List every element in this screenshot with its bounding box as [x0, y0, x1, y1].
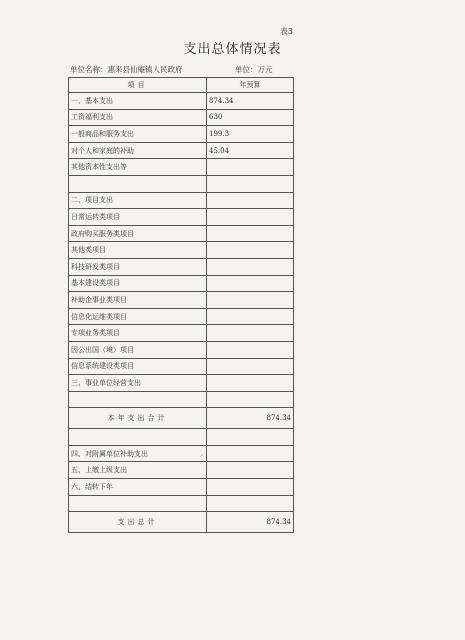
table-row: [69, 242, 294, 259]
row-value: [207, 258, 294, 275]
table-row: [69, 479, 294, 496]
table-row: [69, 341, 294, 358]
table-row: [69, 375, 294, 392]
row-item: 其他资本性支出等: [69, 159, 207, 176]
table-body: [69, 93, 294, 533]
row-value: [207, 225, 294, 242]
row-item: 对个人和家庭的补助: [69, 142, 207, 159]
column-header-budget: 年预算: [207, 78, 294, 93]
table-row: [69, 209, 294, 226]
row-item: 专项业务类项目: [69, 325, 207, 342]
table-row: [69, 445, 294, 462]
row-item: 其他类项目: [69, 242, 207, 259]
row-value: [207, 275, 294, 292]
row-value: [207, 375, 294, 392]
row-item: 补助企事业类项目: [69, 292, 207, 309]
table-row: [69, 292, 294, 309]
row-value: [207, 159, 294, 176]
row-item: 一、基本支出: [69, 93, 207, 110]
pen-mark: ⸝: [200, 450, 204, 458]
row-value: [207, 192, 294, 209]
table-row: [69, 192, 294, 209]
row-item: 四、对附属单位补助支出: [69, 445, 207, 462]
row-item: 政府购买服务类项目: [69, 225, 207, 242]
table-row: [69, 159, 294, 176]
organization-name: 单位名称：惠来县仙庵镇人民政府: [70, 65, 183, 74]
table-row: [69, 358, 294, 375]
table-row: [69, 275, 294, 292]
row-value: [207, 325, 294, 342]
table-row: [69, 308, 294, 325]
row-value: [207, 495, 294, 512]
row-item: 二、项目支出: [69, 192, 207, 209]
row-value: [207, 209, 294, 226]
row-value: [207, 429, 294, 446]
row-value: 45.04: [207, 142, 294, 159]
subtotal-label: 本年支出合计: [69, 408, 207, 429]
subtotal-value: 874.34: [207, 408, 294, 429]
row-item: 三、事业单位经营支出: [69, 375, 207, 392]
row-value: 630: [207, 109, 294, 126]
row-item: 一般商品和服务支出: [69, 126, 207, 143]
row-value: [207, 358, 294, 375]
table-row: [69, 258, 294, 275]
row-item: 基本建设类项目: [69, 275, 207, 292]
total-row: [69, 512, 294, 533]
row-item: [69, 429, 207, 446]
row-value: [207, 445, 294, 462]
total-value: 874.34: [207, 512, 294, 533]
table-number: 表3: [279, 27, 293, 36]
row-value: [207, 308, 294, 325]
table-row: [69, 225, 294, 242]
row-item: [69, 175, 207, 192]
row-value: 199.3: [207, 126, 294, 143]
row-item: 工资福利支出: [69, 109, 207, 126]
table-row: [69, 391, 294, 408]
table-row: [69, 93, 294, 110]
row-item: 日常运转类项目: [69, 209, 207, 226]
page-title: 支出总体情况表: [183, 42, 282, 57]
table-row: [69, 325, 294, 342]
row-value: [207, 175, 294, 192]
row-value: [207, 242, 294, 259]
expenditure-table: [68, 77, 294, 533]
table-row: [69, 462, 294, 479]
table-row: [69, 175, 294, 192]
row-item: [69, 495, 207, 512]
row-value: [207, 462, 294, 479]
column-header-item: 项目: [69, 78, 207, 93]
table-row: [69, 495, 294, 512]
subtotal-row: [69, 408, 294, 429]
table-row: [69, 142, 294, 159]
row-item: 六、结转下年: [69, 479, 207, 496]
row-item: 信息化运维类项目: [69, 308, 207, 325]
row-value: [207, 479, 294, 496]
row-value: 874.34: [207, 93, 294, 110]
row-item: [69, 391, 207, 408]
table-row: [69, 109, 294, 126]
row-item: 五、上缴上级支出: [69, 462, 207, 479]
row-value: [207, 341, 294, 358]
table-header-row: [69, 78, 294, 93]
row-value: [207, 391, 294, 408]
total-label: 支出总计: [69, 512, 207, 533]
row-item: 科技研发类项目: [69, 258, 207, 275]
row-value: [207, 292, 294, 309]
table-row: [69, 429, 294, 446]
currency-unit: 单位：万元: [235, 65, 273, 74]
row-item: 信息系统建设类项目: [69, 358, 207, 375]
table-row: [69, 126, 294, 143]
row-item: 因公出国（境）项目: [69, 341, 207, 358]
